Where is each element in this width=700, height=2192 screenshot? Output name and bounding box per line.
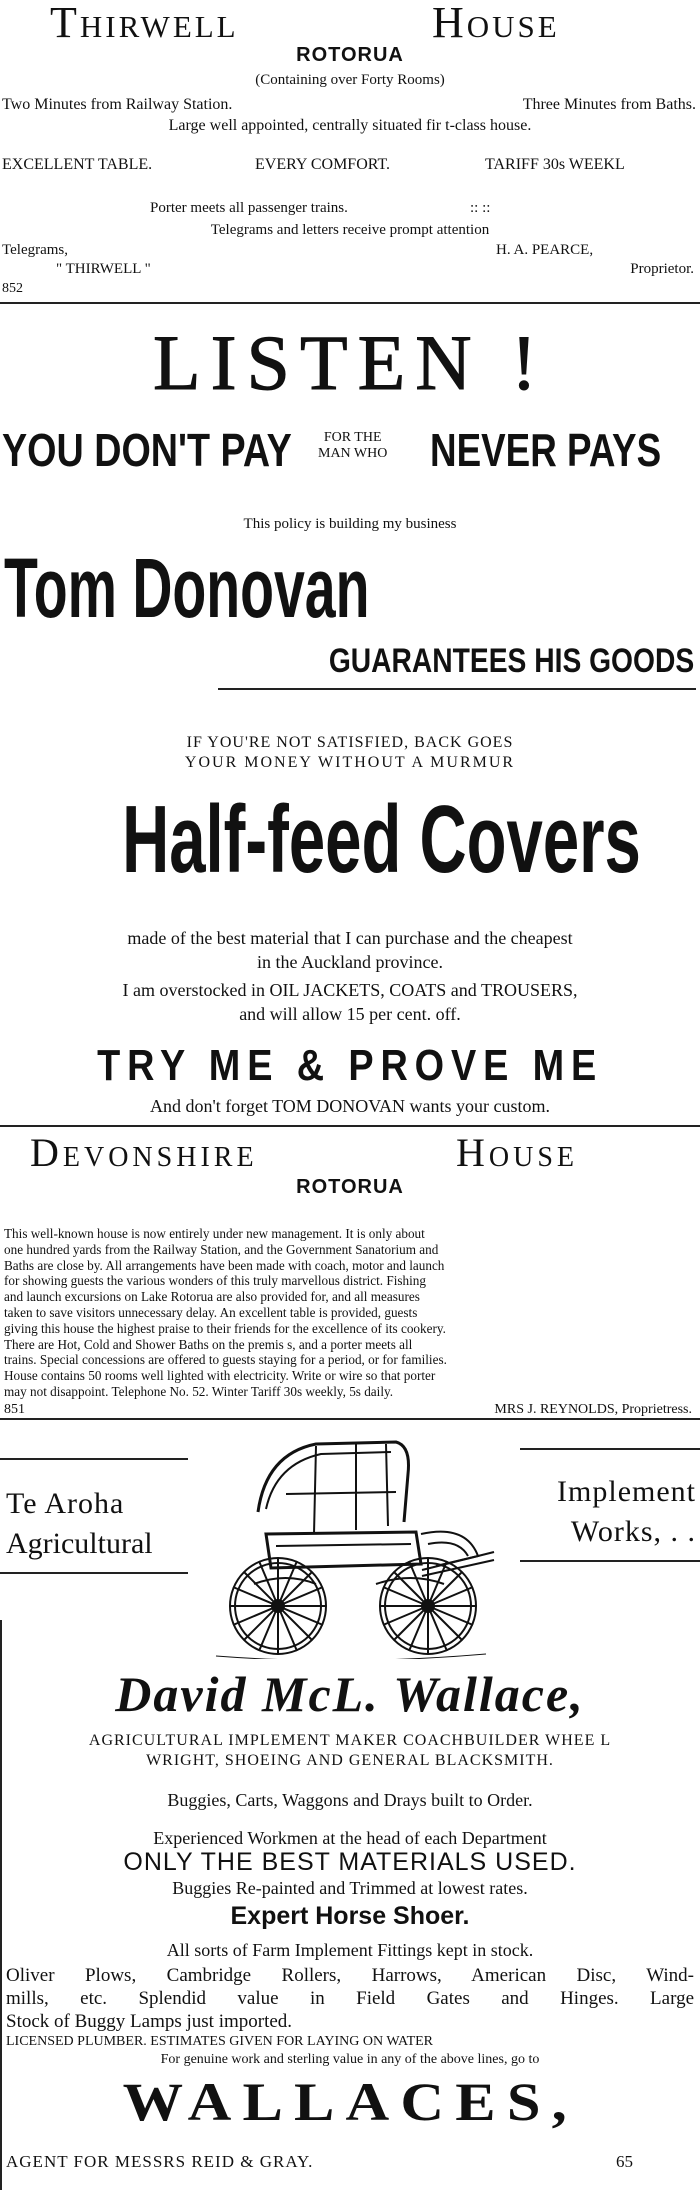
devonshire-body-line: may not disappoint. Telephone No. 52. Winter Tariff 30s weekly, 5s daily.: [4, 1383, 394, 1399]
donovan-satisfied-2: YOUR MONEY WITHOUT A MURMUR: [184, 754, 516, 771]
divider: [0, 302, 700, 304]
devonshire-body-line: There are Hot, Cold and Shower Baths on the premis s, and a porter meets all: [4, 1336, 413, 1352]
donovan-headline-text: LISTEN !: [152, 319, 548, 406]
wallace-left-panel: [6, 1484, 153, 1564]
devonshire-body-line: trains. Special concessions are offered to guests staying for a period, or for families.: [4, 1352, 447, 1368]
border-rule: [0, 1620, 2, 2190]
thirwell-dots: :: ::: [470, 200, 491, 216]
wallace-agent: AGENT FOR MESSRS REID & GRAY.: [6, 2152, 314, 2171]
panel-rule: [520, 1448, 700, 1450]
donovan-satisfied-1: IF YOU'RE NOT SATISFIED, BACK GOES: [186, 734, 514, 751]
wallace-trades-2: WRIGHT, SHOEING AND GENERAL BLACKSMITH.: [146, 1752, 554, 1769]
devonshire-town: ROTORUA: [296, 1176, 404, 1198]
thirwell-proprietor-label: Proprietor.: [630, 261, 694, 277]
thirwell-title-right: House: [432, 0, 560, 47]
devonshire-body-line: House contains 50 rooms well lighted with electricity. Write or wire so that porter: [4, 1368, 436, 1384]
devonshire-body-line: one hundred yards from the Railway Station, and the Government Sanatorium and: [4, 1241, 439, 1257]
thirwell-feature-tariff: TARIFF 30s WEEKL: [485, 156, 625, 173]
devonshire-body-line: giving this house the highest praise to their friends for the excellence of its cookery.: [4, 1320, 446, 1336]
buggy-illustration: [196, 1434, 496, 1659]
donovan-pay-small-2: MAN WHO: [318, 446, 388, 461]
wallace-name-text: David McL. Wallace,: [115, 1666, 585, 1722]
donovan-forget: And don't forget TOM DONOVAN wants your custom.: [150, 1096, 550, 1116]
donovan-name: [0, 538, 700, 638]
donovan-material-2: in the Auckland province.: [257, 952, 443, 972]
wallace-wallaces-text: WALLACES,: [122, 2072, 578, 2132]
devonshire-house-ad: [0, 1130, 700, 1420]
donovan-product-text: Half-feed Covers: [122, 786, 641, 893]
wallace-ad: [0, 1420, 700, 2192]
wallace-plows-1: Oliver Plows, Cambridge Rollers, Harrows, American Disc, Wind-: [6, 1965, 694, 1986]
wallace-ad-number: 65: [616, 2152, 633, 2171]
wallace-plumber: LICENSED PLUMBER. ESTIMATES GIVEN FOR LAYING ON WATER: [6, 2034, 434, 2049]
devonshire-body-line: taken to save visitors unnecessary delay. An excellent table is provided, guests: [4, 1304, 418, 1320]
donovan-ad: [0, 310, 700, 1125]
panel-rule: [0, 1458, 188, 1460]
donovan-guarantee: [0, 638, 700, 688]
wallace-right-line-1: Implement: [557, 1475, 696, 1508]
wallace-plows-3: Stock of Buggy Lamps just imported.: [6, 2011, 293, 2032]
thirwell-dist-station: Two Minutes from Railway Station.: [2, 96, 233, 113]
thirwell-description: Large well appointed, centrally situated fir t-class house.: [168, 117, 532, 134]
donovan-product: [0, 786, 700, 894]
thirwell-rooms: (Containing over Forty Rooms): [255, 72, 445, 88]
donovan-overstock-1: I am overstocked in OIL JACKETS, COATS and TROUSERS,: [122, 980, 578, 1000]
wallace-wallaces: [0, 2070, 700, 2134]
thirwell-proprietor-name: H. A. PEARCE,: [496, 242, 594, 258]
wallace-genuine: For genuine work and sterling value in any of the above lines, go to: [160, 2052, 540, 2067]
wallace-fittings: All sorts of Farm Implement Fittings kept in stock.: [166, 1940, 534, 1960]
thirwell-dist-baths: Three Minutes from Baths.: [522, 96, 696, 113]
panel-rule: [0, 1572, 188, 1574]
thirwell-title-left: Thirwell: [50, 0, 239, 47]
thirwell-porter: Porter meets all passenger trains.: [150, 200, 348, 216]
donovan-pay-small-1: FOR THE: [323, 430, 382, 445]
donovan-pay-small: [318, 430, 387, 462]
wallace-workmen: Experienced Workmen at the head of each Department: [153, 1828, 547, 1848]
donovan-headline: [0, 320, 700, 406]
wallace-trades-1: AGRICULTURAL IMPLEMENT MAKER COACHBUILDER WHEE L: [88, 1732, 612, 1749]
devonshire-body: [4, 1226, 696, 1400]
donovan-pay-line: [0, 420, 700, 490]
donovan-guarantee-text: GUARANTEES HIS GOODS: [328, 642, 694, 680]
donovan-try: [0, 1038, 700, 1094]
donovan-policy: This policy is building my business: [243, 516, 457, 532]
wallace-repainted: Buggies Re-painted and Trimmed at lowest rates.: [172, 1878, 528, 1898]
thirwell-telegram-code: " THIRWELL ": [56, 261, 151, 277]
donovan-material-1: made of the best material that I can purchase and the cheapest: [127, 928, 573, 948]
wallace-buggies: Buggies, Carts, Waggons and Drays built to Order.: [167, 1790, 533, 1810]
donovan-try-text: TRY ME & PROVE ME: [97, 1041, 603, 1090]
panel-rule: [520, 1560, 700, 1562]
thirwell-feature-table: EXCELLENT TABLE.: [2, 156, 153, 173]
devonshire-ad-number: 851: [4, 1402, 25, 1417]
thirwell-town: ROTORUA: [296, 44, 404, 66]
devonshire-body-line: and launch excursions on Lake Rotorua are also provided for, and all measures: [4, 1289, 420, 1305]
devonshire-body-line: for showing guests the various wonders of this truly marvellous district. Fishing: [4, 1273, 426, 1289]
devonshire-body-line: Baths are close by. All arrangements have been made with coach, motor and launch: [4, 1257, 445, 1273]
divider: [0, 1125, 700, 1127]
donovan-name-text: Tom Donovan: [4, 541, 370, 635]
guarantee-underline: [218, 688, 696, 690]
wallace-name: [0, 1664, 700, 1726]
thirwell-telegrams-label: Telegrams,: [2, 242, 69, 258]
devonshire-proprietress: MRS J. REYNOLDS, Proprietress.: [494, 1402, 692, 1417]
thirwell-feature-comfort: EVERY COMFORT.: [255, 156, 391, 173]
wallace-right-panel: [557, 1472, 696, 1552]
thirwell-ad-number-text: 852: [2, 281, 23, 296]
wallace-shoer: Expert Horse Shoer.: [230, 1902, 470, 1930]
wallace-right-line-2: Works, . .: [570, 1515, 696, 1548]
donovan-pay-left: YOU DON'T PAY: [2, 424, 292, 476]
devonshire-title-right: House: [456, 1130, 579, 1175]
thirwell-telegrams-note: Telegrams and letters receive prompt attention: [210, 222, 490, 238]
wallace-materials: ONLY THE BEST MATERIALS USED.: [123, 1848, 577, 1876]
wallace-left-line-2: Agricultural: [6, 1527, 153, 1560]
devonshire-title-left: Devonshire: [30, 1130, 258, 1175]
donovan-overstock-2: and will allow 15 per cent. off.: [239, 1004, 461, 1024]
thirwell-house-ad: [0, 0, 700, 300]
wallace-plows-2: mills, etc. Splendid value in Field Gates and Hinges. Large: [6, 1988, 694, 2009]
donovan-pay-right: NEVER PAYS: [430, 424, 662, 476]
devonshire-body-line: This well-known house is now entirely under new management. It is only about: [4, 1226, 425, 1241]
wallace-left-line-1: Te Aroha: [6, 1487, 125, 1520]
